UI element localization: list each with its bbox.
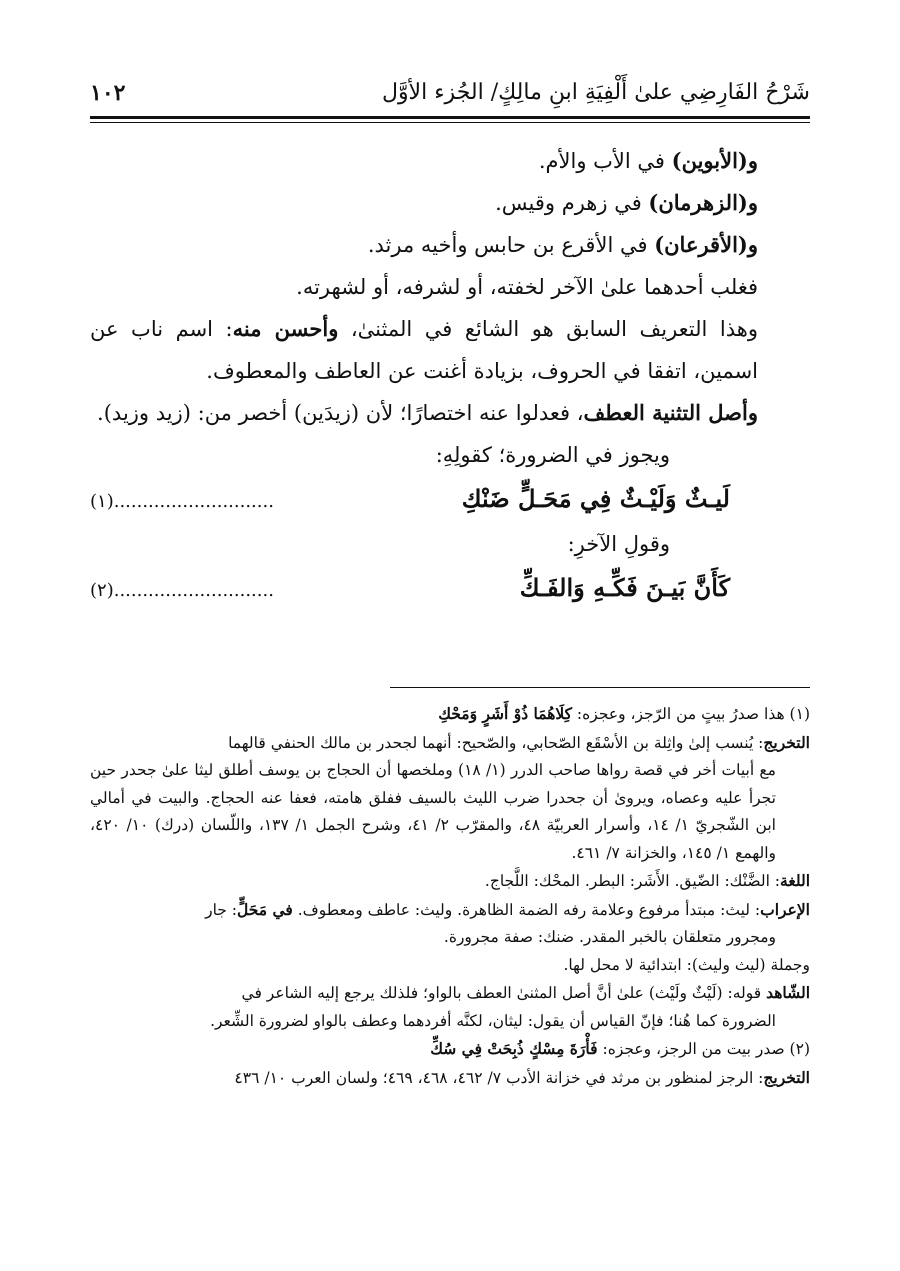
footnote-label: التخريج [763,1067,810,1087]
text-line: فغلب أحدهما علىٰ الآخر لخفته، أو لشرفه، أو لشهرته. [296,275,758,299]
text-line [90,224,810,266]
verse-intro: ويجوز في الضرورة؛ كقولِهِ: [435,443,670,467]
footnote-label: اللغة [780,871,810,890]
verse-ellipsis: (١)............................ [90,491,274,512]
verse-ellipsis: (٢)............................ [90,580,274,601]
page-header [90,70,810,122]
text-span: (١) هذا صدرُ بيتٍ من الرّجز، وعجزه: [572,705,810,723]
bold-term: فَأْرَةَ مِسْكٍ ذُبِحَتْ فِي سُكِّ [430,1039,598,1058]
text-span: : الرجز لمنظور بن مرثد في خزانة الأدب ٧/ ٤٦٢، ٤٦٨، ٤٦٩؛ ولسان العرب ١٠/ ٤٣٦ [234,1068,764,1087]
bold-term: وأحسن منه [232,316,339,341]
footnote-line [90,1035,810,1064]
text-span: : الضَّنْك: الضّيق. الأَشَر: البطر. المحْك: اللَّجاج. [484,872,781,890]
footnote-line: مع أبيات أخر في قصة رواها صاحب الدرر (١/ ١٨) وملخصها أن الحجاج بن يوسف أطلق ليثا علىٰ جحدر حين تجرأ عليه وعصاه، ويروىٰ أن جحدرا ضرب الليث بالسيف ففلق هامته، فعفا عنه الحجاج. والبيت في أمالي ابن الشّجريّ ١/ ١٤، وأسرار العربيّة ٤٨، والمقرّب ٢/ ٤١، وشرح الجمل ١/ ١٣٧، واللّسان (درك) ١٠/ ٤٢٠، والهمع ١/ ١٤٥، والخزانة ٧/ ٤٦١. [90,761,776,862]
page-number: ١٠٢ [90,80,126,106]
header-rule-thick [90,116,810,119]
text-span: قوله: (لَيْثٌ ولَيْث) علىٰ أنَّ أصل المثنىٰ العطف بالواو؛ فلذلك يرجع إليه الشاعر في [241,984,767,1002]
bold-term: وأصل التثنية العطف [583,400,758,425]
text-span: : جار [205,900,238,919]
verse-line [90,567,810,612]
footnote-line: وجملة (ليث وليث): ابتدائية لا محل لها. [563,955,810,974]
running-title: شَرْحُ الفَارِضِي علىٰ أَلْفِيَةِ ابنِ مالِكٍ/ الجُزء الأوَّل [381,80,810,105]
verse-hemistich: لَيـثٌ وَلَيْـثٌ فِي مَحَـلٍّ ضَنْكِ [461,484,730,513]
footnote-line: ومجرور متعلقان بالخبر المقدر. ضنك: صفة مجرورة. [443,928,776,946]
text-span: في زهرم وقيس. [495,191,649,215]
bold-term: كِلَاهُمَا ذُوْ أَشَرٍ وَمَحْكِ [438,704,572,723]
text-line [90,140,810,182]
footnote-line [90,700,810,729]
text-span: : يُنسب إلىٰ واثِلة بن الأسْقَع الصّحابي، والصّحيح: أنهما لجحدر بن مالك الحنفي قالهما [228,733,764,752]
bold-term: في مَحَلٍّ [237,899,293,919]
footnote-line [90,729,810,758]
footnote-separator [390,687,810,688]
footnote-line [90,979,810,1008]
footnote-label: الشّاهد [766,983,810,1002]
bold-term: و(الزهرمان) [648,190,758,215]
verse-line [90,478,810,523]
footnotes [90,700,810,1092]
footnote-label: التخريج [763,732,810,752]
main-text [90,140,810,612]
text-span: (٢) صدر بيت من الرجز، وعجزه: [597,1040,810,1058]
footnote-label: الإعراب [760,899,810,919]
text-line [90,182,810,224]
footnote-line [90,867,810,896]
bold-term: و(الأبوين) [671,148,758,173]
footnote-line [90,1064,810,1093]
verse-intro: وقولِ الآخرِ: [567,532,670,556]
text-span: وهذا التعريف السابق هو الشائع في المثنىٰ، [338,317,758,341]
text-span: في الأب والأم. [538,149,672,173]
text-span: ، فعدلوا عنه اختصارًا؛ لأن (زيدَين) أخصر من: (زيد وزيد). [97,401,584,425]
text-span: : اسم ناب عن اسمين، اتفقا في الحروف، بزيادة أغنت عن العاطف والمعطوف. [90,317,758,383]
text-span: في الأقرع بن حابس وأخيه مرثد. [367,233,655,257]
text-span: : ليث: مبتدأ مرفوع وعلامة رفه الضمة الظاهرة. وليث: عاطف ومعطوف. [292,900,761,919]
footnote-line [90,896,810,925]
verse-hemistich: كَأَنَّ بَيـنَ فَكِّـهِ وَالفَـكِّ [519,573,730,602]
bold-term: و(الأقرعان) [654,232,758,257]
header-rule-thin [90,122,810,123]
footnote-line: الضرورة كما هُنا؛ فإنّ القياس أن يقول: ليثان، لكنَّه أفردهما وعطف بالواو لضرورة الشِّعر. [210,1011,776,1030]
paragraph [90,392,810,434]
paragraph [90,308,810,392]
